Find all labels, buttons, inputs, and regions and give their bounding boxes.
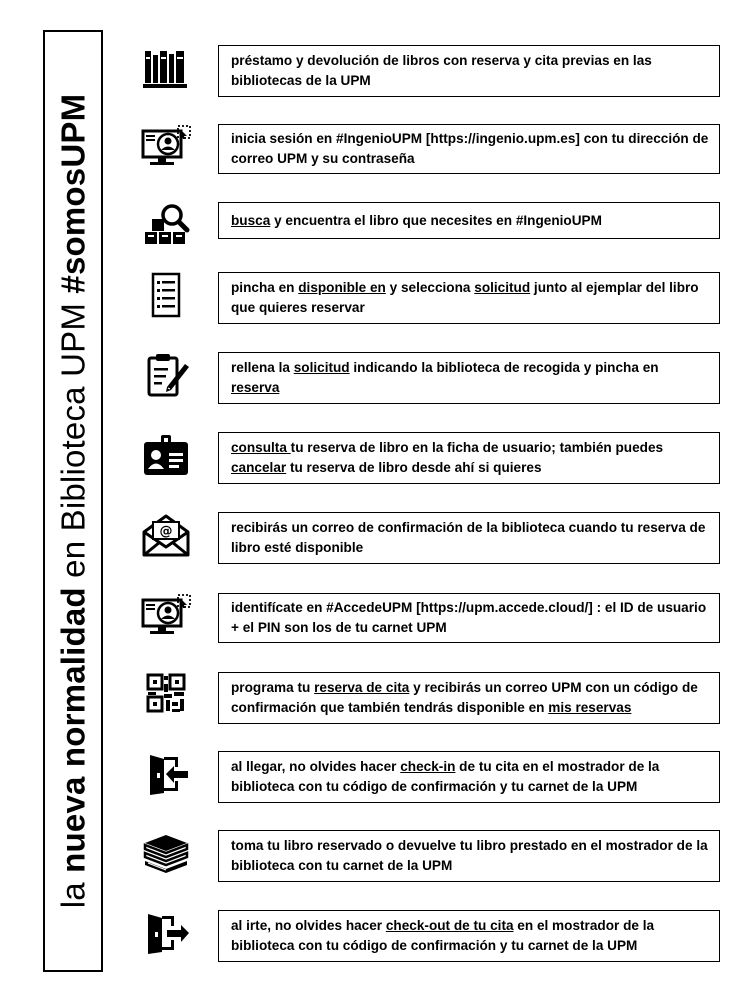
vertical-title (54, 93, 92, 909)
list-document-icon (135, 272, 197, 318)
step-text (231, 757, 709, 797)
step-text-segment: y encuentra el libro que necesites en #IngenioUPM (270, 212, 602, 228)
step-text-link: cancelar (231, 460, 287, 475)
step-text-link: disponible en (298, 280, 386, 295)
step-text (231, 51, 709, 91)
step-box (218, 672, 720, 724)
title-sidebar (43, 30, 103, 972)
step-text (231, 678, 709, 718)
step-text-segment: inicia sesión en #IngenioUPM [https://ingenio.upm.es] con tu dirección de correo UPM y su contraseña (231, 131, 709, 166)
step-text-segment: al irte, no olvides hacer (231, 918, 386, 933)
step-text (231, 598, 709, 638)
step-box (218, 751, 720, 803)
step-text-segment: programa tu (231, 680, 315, 695)
step-text (231, 358, 709, 398)
step-text-link: check-out de tu cita (385, 918, 514, 933)
step-box (218, 910, 720, 962)
door-exit-icon (135, 910, 197, 956)
step-text-link: check-in (400, 759, 456, 774)
step-text-segment: al llegar, no olvides hacer (231, 759, 401, 774)
step-text-segment: tu reserva de libro desde ahí si quieres (286, 460, 542, 475)
books-stack-icon (135, 830, 197, 876)
email-envelope-icon (135, 512, 197, 558)
step-text (231, 438, 709, 478)
door-enter-icon (135, 751, 197, 797)
step-text (231, 518, 709, 558)
step-text-segment: tu reserva de libro en la ficha de usuario; también puedes (290, 440, 664, 455)
computer-login-icon (135, 124, 197, 170)
step-text-segment: y selecciona (385, 280, 475, 295)
steps-list (135, 0, 735, 1000)
step-text-segment: junto al ejemplar del libro que quieres reservar (231, 280, 699, 315)
step-text-segment: toma tu libro reservado o devuelve tu libro prestado en el mostrador de la biblioteca con tu carnet de la UPM (231, 838, 708, 873)
step-text-segment: préstamo y devolución de libros con reserva y cita previas en las bibliotecas de la UPM (231, 53, 652, 88)
step-text-segment: recibirás un correo de confirmación de la biblioteca cuando tu reserva de libro esté disponible (231, 520, 706, 555)
step-text (231, 278, 709, 318)
step-text (231, 129, 709, 169)
step-box (218, 432, 720, 484)
step-text-segment: y recibirás un correo UPM con un código de confirmación que también tendrás disponible en (231, 680, 698, 715)
step-box (218, 593, 720, 643)
step-box (218, 272, 720, 324)
clipboard-edit-icon (135, 352, 197, 398)
step-text-link: reserva (231, 380, 280, 395)
step-text (231, 916, 709, 956)
title-pre: la (54, 872, 92, 909)
step-text-segment: de tu cita en el mostrador de la biblioteca con tu código de confirmación y tu carnet de la UPM (231, 759, 660, 794)
step-text-link: consulta (231, 440, 291, 455)
step-text-link: solicitud (293, 360, 350, 375)
title-bold-new-normal: nueva normalidad (54, 587, 92, 873)
step-text-segment: identifícate en #AccedeUPM [https://upm.accede.cloud/] : el ID de usuario + el PIN son los de tu carnet UPM (231, 600, 707, 635)
svg-text:@: @ (159, 524, 173, 539)
step-text-segment: pincha en (231, 280, 299, 295)
search-boxes-icon (135, 202, 197, 248)
step-text-link: solicitud (474, 280, 531, 295)
step-box (218, 124, 720, 174)
step-box (218, 352, 720, 404)
qr-code-icon (135, 672, 197, 718)
step-box (218, 202, 720, 239)
step-box (218, 830, 720, 882)
step-text-link: reserva de cita (314, 680, 410, 695)
computer-login-icon (135, 593, 197, 639)
step-box (218, 45, 720, 97)
step-text-segment: en el mostrador de la biblioteca con tu código de confirmación y tu carnet de la UPM (231, 918, 655, 953)
title-hashtag: #somosUPM (54, 93, 92, 294)
step-text-link: busca (231, 212, 271, 228)
step-text (231, 211, 602, 231)
user-card-icon (135, 432, 197, 478)
step-text-link: mis reservas (548, 700, 632, 715)
title-mid: en Biblioteca UPM (54, 293, 92, 588)
step-text-segment: indicando la biblioteca de recogida y pincha en (349, 360, 659, 375)
step-text (231, 836, 709, 876)
step-box (218, 512, 720, 564)
books-shelf-icon (135, 45, 197, 91)
step-text-segment: rellena la (231, 360, 294, 375)
